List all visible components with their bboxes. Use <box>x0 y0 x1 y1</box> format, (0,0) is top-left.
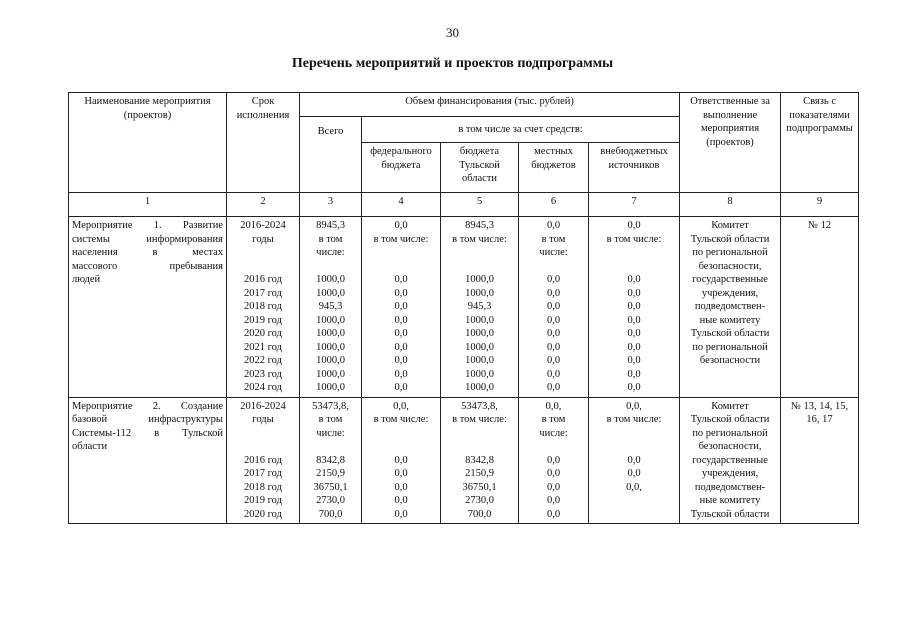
cell-line: 0,0 <box>394 355 408 366</box>
cell-line: 2019 год <box>244 495 282 506</box>
local-cell <box>519 397 589 524</box>
cell-line: 700,0 <box>318 508 343 520</box>
cell-line: 0,0 <box>546 287 561 299</box>
measure-name-cell <box>69 397 227 524</box>
cell-line: 0,0 <box>627 274 641 285</box>
header-total: Всего <box>300 117 362 193</box>
cell-line: 1000,0 <box>465 368 494 380</box>
cell-line: 2017 год <box>244 468 282 479</box>
spacer <box>365 427 437 441</box>
cell-line: 36750,1 <box>462 481 497 493</box>
cell-line: числе: <box>316 427 345 439</box>
cell-line: 0,0 <box>546 468 561 479</box>
total-cell <box>300 217 362 398</box>
cell-line: 2016-2024 <box>240 400 286 412</box>
cell-line: 2730,0 <box>316 495 345 506</box>
column-number: 8 <box>680 193 781 217</box>
cell-line: в том <box>318 414 343 425</box>
cell-line: числе: <box>316 247 345 258</box>
spacer <box>592 494 676 508</box>
page-number: 30 <box>446 25 459 40</box>
cell-line: 0,0 <box>546 220 561 231</box>
spacer <box>230 246 296 260</box>
measure-name-line: людей <box>72 274 101 285</box>
cell-line: 0,0 <box>394 468 408 479</box>
cell-line: 1000,0 <box>316 328 345 339</box>
cell-line: 2016 год <box>244 274 282 285</box>
column-number: 5 <box>441 193 519 217</box>
cell-line: 1000,0 <box>316 382 345 393</box>
cell-line: 2019 год <box>244 314 282 326</box>
federal-cell <box>362 217 441 398</box>
responsible-cell: Комитет Тульской области по региональной безопасности, государственные учреждения, подведомствен- ные комитету Тульской области <box>680 397 781 524</box>
cell-line: 945,3 <box>318 301 343 312</box>
cell-line: 2023 год <box>244 368 282 380</box>
cell-line: 2730,0 <box>465 495 494 506</box>
column-number: 2 <box>227 193 300 217</box>
cell-line: в том <box>541 233 566 245</box>
cell-line: 0,0 <box>394 274 408 285</box>
measure-name-line: Мероприятие 1. Развитие <box>72 220 223 231</box>
cell-line: 8342,8 <box>316 454 345 466</box>
cell-line: 700,0 <box>467 508 492 520</box>
header-regional: бюджета Тульской области <box>441 143 519 193</box>
cell-line: 53473,8, <box>461 400 498 412</box>
spacer <box>303 260 358 274</box>
cell-line: 0,0 <box>627 454 641 466</box>
spacer <box>230 440 296 454</box>
cell-line: 0,0 <box>394 301 408 312</box>
cell-line: 2021 год <box>244 341 282 353</box>
cell-line: 0,0 <box>627 341 641 353</box>
cell-line: 36750,1 <box>313 481 348 493</box>
cell-line: 2018 год <box>244 481 282 493</box>
header-name: Наименование мероприятия (проектов) <box>69 93 227 193</box>
cell-line: 0,0 <box>394 287 408 299</box>
spacer <box>522 440 585 454</box>
term-cell <box>227 397 300 524</box>
cell-line: 0,0 <box>627 328 641 339</box>
cell-line: 0,0 <box>627 355 641 366</box>
spacer <box>365 260 437 274</box>
cell-line: 1000,0 <box>465 328 494 339</box>
cell-line: 0,0 <box>394 314 408 326</box>
cell-line: 1000,0 <box>465 341 494 353</box>
cell-line: 0,0 <box>627 301 641 312</box>
cell-line: 0,0 <box>394 481 408 493</box>
cell-line: 0,0 <box>546 274 561 285</box>
cell-line: 2022 год <box>244 355 282 366</box>
cell-line: 0,0 <box>394 454 408 466</box>
cell-line: 0,0 <box>546 328 561 339</box>
cell-line: 8945,3 <box>465 220 494 231</box>
link-cell: № 12 <box>781 217 859 398</box>
cell-line: 2150,9 <box>465 468 494 479</box>
cell-line: 2018 год <box>244 301 282 312</box>
measure-name-line: массового пребывания <box>72 260 223 272</box>
column-numbers-row <box>69 193 859 217</box>
cell-line: в том числе: <box>373 233 429 245</box>
cell-line: 0,0 <box>627 468 641 479</box>
cell-line: 8945,3 <box>316 220 345 231</box>
cell-line: 1000,0 <box>316 314 345 326</box>
cell-line: в том числе: <box>373 414 429 425</box>
cell-line: 2020 год <box>244 328 282 339</box>
cell-line: 0,0 <box>394 341 408 353</box>
cell-line: 0,0 <box>627 382 641 393</box>
header-funding: Объем финансирования (тыс. рублей) <box>300 93 680 117</box>
column-number: 9 <box>781 193 859 217</box>
total-cell <box>300 397 362 524</box>
header-extra: внебюджетных источников <box>589 143 680 193</box>
term-cell <box>227 217 300 398</box>
column-number: 6 <box>519 193 589 217</box>
extra-cell <box>589 397 680 524</box>
regional-cell <box>441 397 519 524</box>
measure-name-line: системы информирования <box>72 233 223 245</box>
cell-line: 2016-2024 <box>240 220 286 231</box>
table-row <box>69 217 859 398</box>
cell-line: 945,3 <box>467 301 492 312</box>
cell-line: 8342,8 <box>465 454 494 466</box>
cell-line: 0,0 <box>546 355 561 366</box>
local-cell <box>519 217 589 398</box>
spacer <box>303 440 358 454</box>
measure-name-line: базовой инфраструктуры <box>72 414 223 425</box>
cell-line: 0,0 <box>627 220 641 231</box>
cell-line: 1000,0 <box>316 341 345 353</box>
cell-line: 0,0 <box>394 508 408 520</box>
federal-cell <box>362 397 441 524</box>
spacer <box>592 440 676 454</box>
cell-line: 0,0, <box>626 481 642 493</box>
cell-line: в том числе: <box>452 233 507 245</box>
cell-line: 0,0, <box>393 400 409 412</box>
cell-line: 2024 год <box>244 382 282 393</box>
header-link: Связь с показателями подпрограммы <box>781 93 859 193</box>
cell-line: в том числе: <box>452 414 507 425</box>
cell-line: 1000,0 <box>465 314 494 326</box>
cell-line: 53473,8, <box>312 400 349 412</box>
table-row <box>69 397 859 524</box>
column-number: 1 <box>69 193 227 217</box>
cell-line: 0,0 <box>627 314 641 326</box>
spacer <box>444 246 515 260</box>
cell-line: в том <box>318 233 343 245</box>
cell-line: 1000,0 <box>316 368 345 380</box>
cell-line: 0,0 <box>546 314 561 326</box>
spacer <box>444 260 515 274</box>
column-number: 4 <box>362 193 441 217</box>
cell-line: числе: <box>539 427 568 439</box>
measure-name-line: населения в местах <box>72 247 223 258</box>
cell-line: 1000,0 <box>465 287 494 299</box>
spacer <box>592 427 676 441</box>
cell-line: 0,0 <box>546 368 561 380</box>
cell-line: 0,0 <box>546 495 561 506</box>
cell-line: 0,0 <box>394 382 408 393</box>
cell-line: 1000,0 <box>465 382 494 393</box>
cell-line: 0,0 <box>394 220 408 231</box>
measure-name-line: Мероприятие 2. Создание <box>72 400 223 412</box>
cell-line: 2150,9 <box>316 468 345 479</box>
cell-line: 1000,0 <box>316 287 345 299</box>
header-term: Срок исполнения <box>227 93 300 193</box>
measures-table <box>68 92 859 524</box>
spacer <box>230 427 296 441</box>
column-number: 7 <box>589 193 680 217</box>
column-number: 3 <box>300 193 362 217</box>
cell-line: 0,0, <box>626 400 642 412</box>
cell-line: 0,0 <box>546 301 561 312</box>
spacer <box>444 427 515 441</box>
measure-name-line: области <box>72 441 108 452</box>
spacer <box>592 508 676 522</box>
cell-line: 0,0 <box>546 481 561 493</box>
cell-line: 0,0 <box>546 382 561 393</box>
cell-line: 0,0 <box>394 368 408 380</box>
measure-name-cell <box>69 217 227 398</box>
spacer <box>365 246 437 260</box>
spacer <box>444 440 515 454</box>
header-local: местных бюджетов <box>519 143 589 193</box>
spacer <box>365 440 437 454</box>
spacer <box>230 260 296 274</box>
cell-line: 1000,0 <box>316 355 345 366</box>
cell-line: 0,0, <box>545 400 562 412</box>
cell-line: 1000,0 <box>465 274 494 285</box>
cell-line: 2016 год <box>244 454 282 466</box>
cell-line: 0,0 <box>546 341 561 353</box>
cell-line: 0,0 <box>546 508 561 520</box>
cell-line: 0,0 <box>394 328 408 339</box>
cell-line: в том числе: <box>606 414 662 425</box>
spacer <box>592 246 676 260</box>
cell-line: 1000,0 <box>316 274 345 285</box>
spacer <box>522 260 585 274</box>
measure-name-line: Системы-112 в Тульской <box>72 427 223 439</box>
link-cell: № 13, 14, 15, 16, 17 <box>781 397 859 524</box>
cell-line: числе: <box>539 247 568 258</box>
header-federal: федерального бюджета <box>362 143 441 193</box>
regional-cell <box>441 217 519 398</box>
cell-line: 0,0 <box>546 454 561 466</box>
cell-line: в том числе: <box>606 233 662 245</box>
cell-line: 2020 год <box>244 508 282 520</box>
cell-line: 1000,0 <box>465 355 494 366</box>
cell-line: в том <box>541 414 566 425</box>
header-responsible: Ответственные за выполнение мероприятия (проектов) <box>680 93 781 193</box>
cell-line: 2017 год <box>244 287 282 299</box>
spacer <box>592 260 676 274</box>
cell-line: годы <box>252 414 274 425</box>
cell-line: 0,0 <box>394 495 408 506</box>
responsible-cell: Комитет Тульской области по региональной безопасности, государственные учреждения, подведомствен- ные комитету Тульской области по региональной безопасности <box>680 217 781 398</box>
extra-cell <box>589 217 680 398</box>
cell-line: 0,0 <box>627 368 641 380</box>
cell-line: годы <box>252 233 274 245</box>
cell-line: 0,0 <box>627 287 641 299</box>
document-title: Перечень мероприятий и проектов подпрограммы <box>291 56 614 71</box>
header-including: в том числе за счет средств: <box>362 117 680 143</box>
